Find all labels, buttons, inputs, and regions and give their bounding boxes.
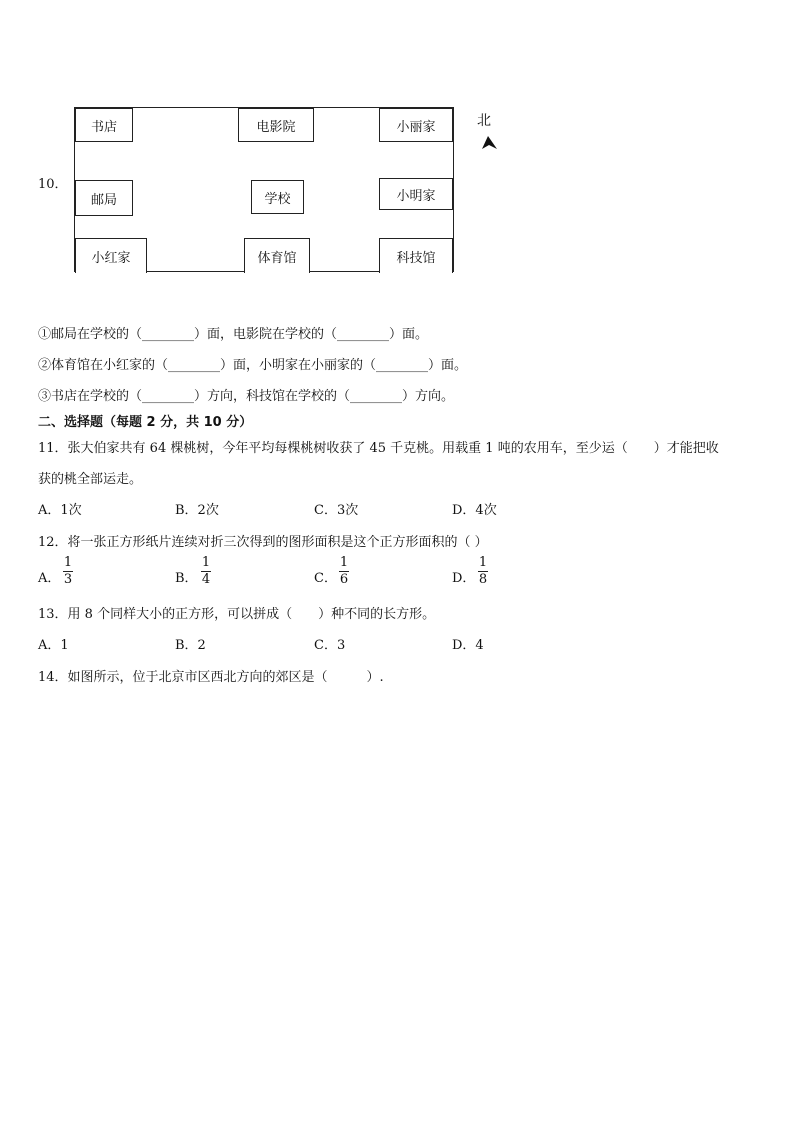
map-place-xiaoli-home: 小丽家 <box>379 108 453 142</box>
map-place-science-museum: 科技馆 <box>379 238 453 273</box>
map-place-xiaohong-home: 小红家 <box>75 238 147 273</box>
fraction-denominator: 4 <box>201 572 211 587</box>
section-heading-choice: 二、选择题（每题 2 分，共 10 分） <box>38 415 253 430</box>
q13-option-c: C．3 <box>314 638 346 653</box>
fraction-denominator: 6 <box>339 572 349 587</box>
direction-map <box>74 107 454 272</box>
q12-option-c-fraction <box>339 556 349 587</box>
map-place-cinema: 电影院 <box>238 108 314 142</box>
map-place-gym: 体育馆 <box>244 238 310 273</box>
fraction-denominator: 3 <box>63 572 73 587</box>
q11-option-b: B．2次 <box>175 503 219 518</box>
fraction-numerator: 1 <box>339 555 349 570</box>
fraction-numerator: 1 <box>63 555 73 570</box>
q12-option-a-label: A． <box>38 571 61 586</box>
q14-text: 14．如图所示，位于北京市区西北方向的郊区是（ ）. <box>38 670 384 685</box>
fraction-denominator: 8 <box>478 572 488 587</box>
q10-line-2: ②体育馆在小红家的（________）面，小明家在小丽家的（________）面。 <box>38 358 468 373</box>
q11-option-c: C．3次 <box>314 503 359 518</box>
q11-text-line2: 获的桃全部运走。 <box>38 472 143 487</box>
map-place-bookstore: 书店 <box>75 108 133 142</box>
question-number-10: 10． <box>38 177 68 192</box>
map-place-post-office: 邮局 <box>75 180 133 216</box>
q12-option-a-fraction <box>63 556 73 587</box>
q11-text-line1: 11．张大伯家共有 64 棵桃树，今年平均每棵桃树收获了 45 千克桃。用载重 1 吨的农用车，至少运（ ）才能把收 <box>38 441 719 456</box>
q11-option-d: D．4次 <box>452 503 497 518</box>
q12-text: 12．将一张正方形纸片连续对折三次得到的图形面积是这个正方形面积的（ ） <box>38 535 488 550</box>
q13-option-a: A．1 <box>38 638 69 653</box>
fraction-numerator: 1 <box>478 555 488 570</box>
q13-option-d: D．4 <box>452 638 484 653</box>
north-arrow-icon <box>481 135 499 151</box>
q11-option-a: A．1次 <box>38 503 82 518</box>
map-place-xiaoming-home: 小明家 <box>379 178 453 210</box>
q12-option-d-fraction <box>478 556 488 587</box>
q12-option-b-fraction <box>201 556 211 587</box>
fraction-numerator: 1 <box>201 555 211 570</box>
q13-option-b: B．2 <box>175 638 206 653</box>
q10-line-1: ①邮局在学校的（________）面，电影院在学校的（________）面。 <box>38 327 429 342</box>
q12-option-c-label: C． <box>314 571 337 586</box>
q10-line-3: ③书店在学校的（________）方向，科技馆在学校的（________）方向。 <box>38 389 455 404</box>
q13-text: 13．用 8 个同样大小的正方形，可以拼成（ ）种不同的长方形。 <box>38 607 436 622</box>
q12-option-b-label: B． <box>175 571 198 586</box>
map-place-school: 学校 <box>251 180 304 214</box>
north-label: 北 <box>477 113 491 129</box>
q12-option-d-label: D． <box>452 571 476 586</box>
